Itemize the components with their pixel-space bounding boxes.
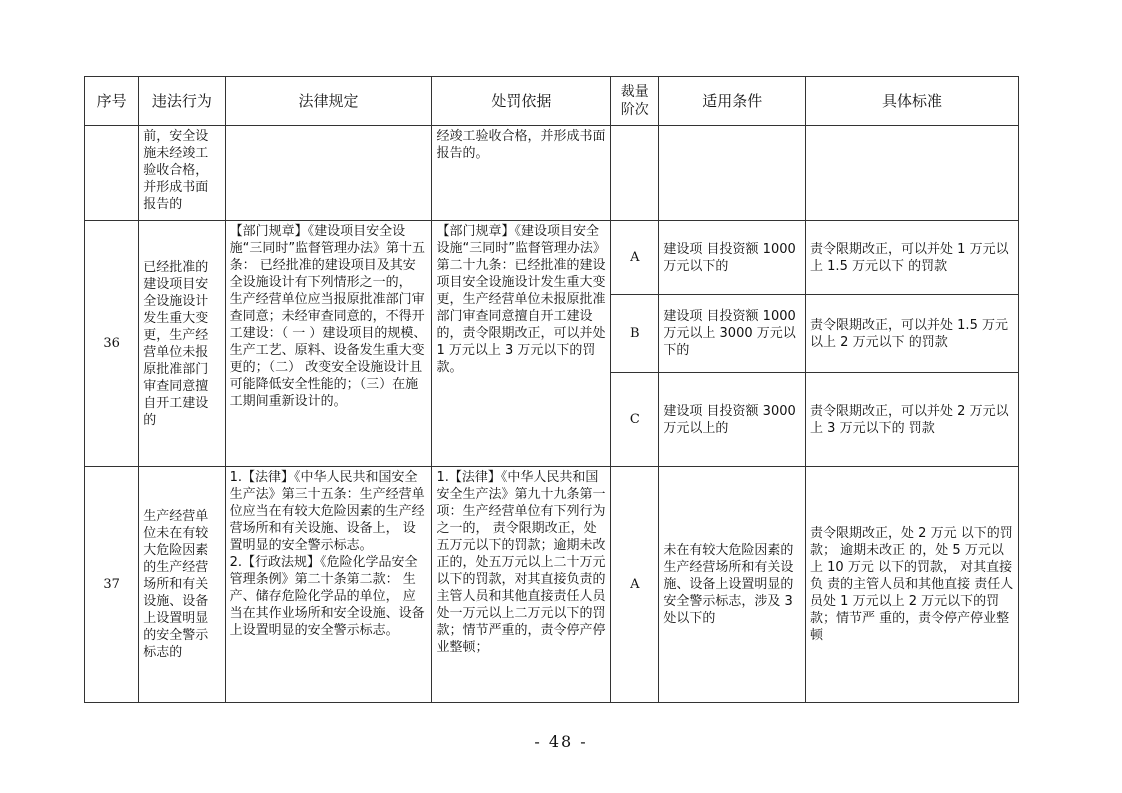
cell-level [611,126,659,221]
cell-violation: 已经批准的建设项目安全设施设计发生重大变更，生产经营单位未报原批准部门审查同意擅自开工建设的 [139,221,225,467]
cell-level: B [611,295,659,373]
cell-law: 1.【法律】《中华人民共和国安全生产法》第三十五条：生产经营单位应当在有较大危险因素的生产经营场所和有关设施、设备上， 设置明显的安全警示标志。 2.【行政法规】《危险化学品安全管理条例》第二十条第二款： 生产、储存危险化学品的单位， 应当在其作业场所和安全设施、设备上设置明显的安全警示标志。 [225,467,432,703]
cell-level: A [611,221,659,295]
header-seq: 序号 [85,77,139,126]
cell-condition: 建设项 目投资额 1000 万元以下的 [659,221,806,295]
cell-condition: 建设项 目投资额 1000 万元以上 3000 万元以下的 [659,295,806,373]
regulation-table [84,76,1019,703]
cell-standard: 责令限期改正，可以并处 1 万元以上 1.5 万元以下 的罚款 [806,221,1019,295]
cell-standard: 责令限期改正，处 2 万元 以下的罚款； 逾期未改正 的，处 5 万元以上 10 万元 以下的罚款， 对其直接负 责的主管人员和其他直接 责任人员处 1 万元以上 2 万元以下的罚款；情节严 重的，责令停产停业整顿 [806,467,1019,703]
cell-standard: 责令限期改正，可以并处 2 万元以上 3 万元以下的 罚款 [806,373,1019,467]
header-law: 法律规定 [225,77,432,126]
header-penalty-basis: 处罚依据 [432,77,611,126]
cell-seq: 37 [85,467,139,703]
cell-condition [659,126,806,221]
page-number: - 48 - [534,732,588,751]
cell-seq [85,126,139,221]
header-condition: 适用条件 [659,77,806,126]
cell-level: C [611,373,659,467]
cell-violation: 前，安全设施未经竣工验收合格，并形成书面报告的 [139,126,225,221]
cell-penalty-basis: 经竣工验收合格，并形成书面报告的。 [432,126,611,221]
cell-penalty-basis: 【部门规章】《建设项目安全设施“三同时”监督管理办法》第二十九条：已经批准的建设项目安全设施设计发生重大变更，生产经营单位未报原批准部门审查同意擅自开工建设的，责令限期改正，可以并处 1 万元以上 3 万元以下的罚款。 [432,221,611,467]
cell-violation: 生产经营单位未在有较大危险因素的生产经营场所和有关设施、设备上设置明显的安全警示标志的 [139,467,225,703]
table-header-row [85,77,1019,126]
table-row-continued [85,126,1019,221]
cell-standard [806,126,1019,221]
cell-law: 【部门规章】《建设项目安全设施“三同时”监督管理办法》第十五条： 已经批准的建设项目及其安全设施设计有下列情形之一的， 生产经营单位应当报原批准部门审查同意；未经审查同意的，不得开工建设：（ 一 ）建设项目的规模、生产工艺、原料、设备发生重大变更的；（二） 改变安全设施设计且可能降低安全性能的；（三）在施工期间重新设计的。 [225,221,432,467]
cell-seq: 36 [85,221,139,467]
cell-condition: 建设项 目投资额 3000 万元以上的 [659,373,806,467]
cell-level: A [611,467,659,703]
cell-law [225,126,432,221]
cell-penalty-basis: 1.【法律】《中华人民共和国安全生产法》第九十九条第一项：生产经营单位有下列行为之一的， 责令限期改正，处五万元以下的罚款；逾期未改正的，处五万元以上二十万元以下的罚款，对其直接负责的主管人员和其他直接责任人员处一万元以上二万元以下的罚款；情节严重的，责令停产停业整顿； [432,467,611,703]
cell-standard: 责令限期改正，可以并处 1.5 万元以上 2 万元以下 的罚款 [806,295,1019,373]
table-row-36-a [85,221,1019,295]
cell-condition: 未在有较大危险因素的生产经营场所和有关设施、设备上设置明显的安全警示标志，涉及 3 处以下的 [659,467,806,703]
header-violation: 违法行为 [139,77,225,126]
table-row-37 [85,467,1019,703]
header-level: 裁量阶次 [611,77,659,126]
header-standard: 具体标准 [806,77,1019,126]
